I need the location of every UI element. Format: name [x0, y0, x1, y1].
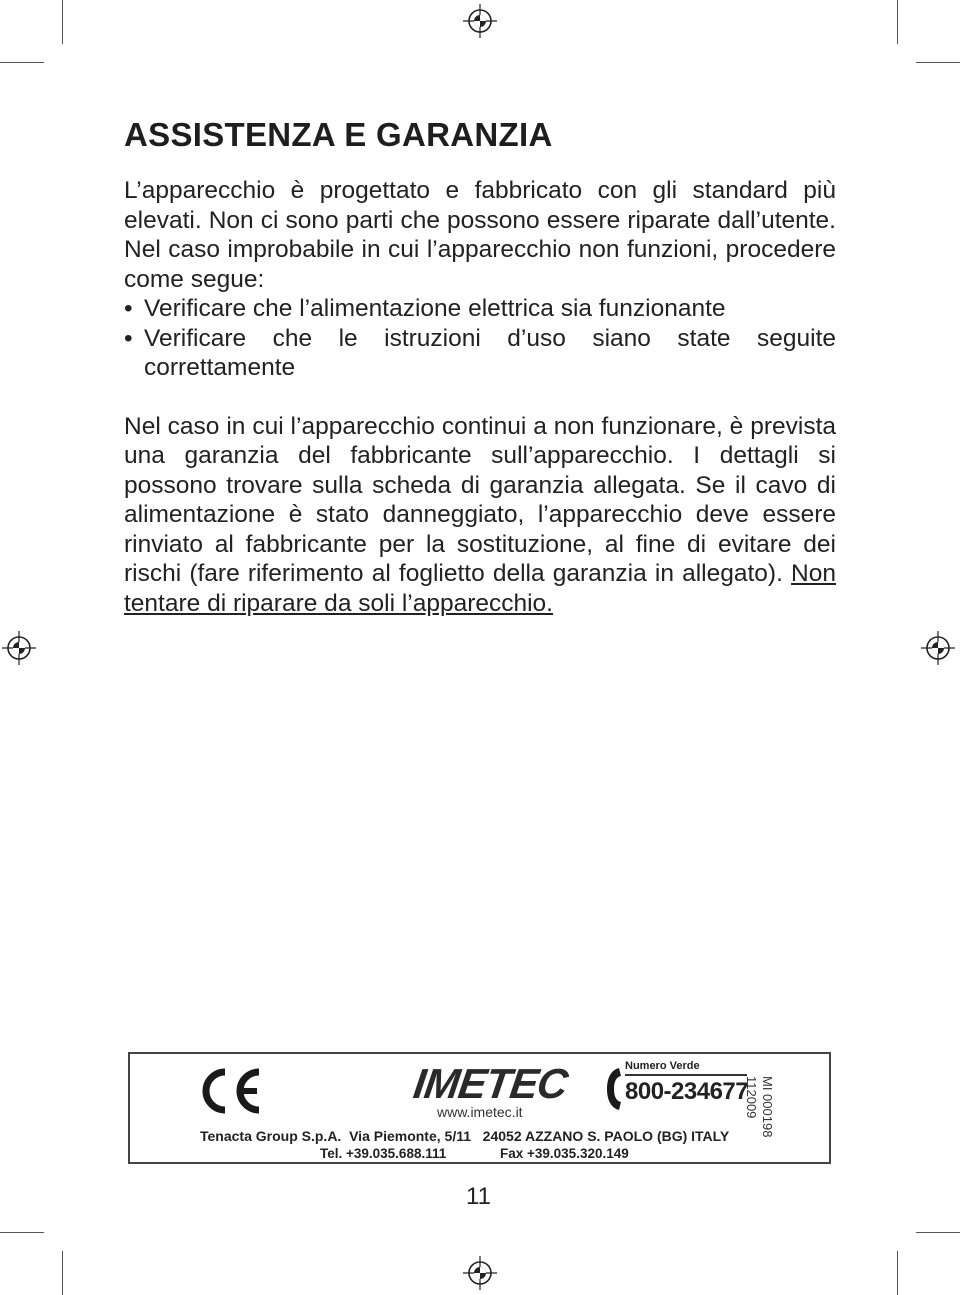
- list-item: [124, 324, 836, 383]
- crop-mark-icon: [916, 1232, 960, 1233]
- manufacturer-footer: [128, 1052, 831, 1164]
- telephone: Tel. +39.035.688.111: [320, 1146, 447, 1161]
- list-item-text: Verificare che l’alimentazione elettrica sia funzionante: [144, 295, 726, 322]
- checklist: [124, 294, 836, 383]
- crop-mark-icon: [0, 1232, 44, 1233]
- registration-mark-icon: [463, 1256, 497, 1290]
- phone-icon: [605, 1066, 623, 1112]
- ce-mark-icon: [198, 1066, 264, 1116]
- numero-verde-number: 800-234677: [625, 1078, 749, 1105]
- page-number: 11: [466, 1183, 491, 1210]
- warranty-paragraph: [124, 412, 836, 619]
- registration-mark-icon: [463, 4, 497, 38]
- crop-mark-icon: [62, 1251, 63, 1295]
- crop-mark-icon: [897, 1251, 898, 1295]
- company-address: Tenacta Group S.p.A. Via Piemonte, 5/11 24052 AZZANO S. PAOLO (BG) ITALY: [200, 1128, 730, 1144]
- registration-mark-icon: [2, 631, 36, 665]
- crop-mark-icon: [0, 62, 44, 63]
- crop-mark-icon: [62, 0, 63, 44]
- numero-verde-label: Numero Verde: [625, 1060, 700, 1072]
- crop-mark-icon: [897, 0, 898, 44]
- website-link[interactable]: www.imetec.it: [437, 1104, 523, 1120]
- page-title: ASSISTENZA E GARANZIA: [124, 116, 553, 153]
- list-item-text: Verificare che le istruzioni d’uso siano state seguite correttamente: [144, 324, 836, 381]
- warranty-text: Nel caso in cui l’apparecchio continui a non funzionare, è prevista una garanzia del fabbricante sull’apparecchio. I dettagli si possono trovare sulla scheda di garanzia allegata. Se il cavo di alimentazione è stato danneggiato, l’apparecchio deve essere rinviato al fabbricante per la sostituzione, al fine di evitare dei rischi (fare riferimento al foglietto della garanzia in allegato).: [124, 412, 836, 587]
- fax: Fax +39.035.320.149: [500, 1146, 629, 1161]
- document-code-line1: MI 000198: [760, 1076, 775, 1138]
- bullet-icon: •: [124, 295, 133, 322]
- document-code-line2: 112009: [744, 1076, 759, 1119]
- bullet-icon: •: [124, 324, 133, 352]
- divider: [625, 1074, 747, 1076]
- repair-warning: Non tentare di riparare da soli l’apparecchio.: [124, 560, 836, 617]
- document-code: [743, 1076, 775, 1176]
- crop-mark-icon: [916, 62, 960, 63]
- list-item: [124, 294, 836, 324]
- registration-mark-icon: [921, 631, 955, 665]
- brand-logo: IMETEC: [410, 1060, 571, 1107]
- main-content: [124, 116, 836, 618]
- intro-paragraph: L’apparecchio è progettato e fabbricato con gli standard più elevati. Non ci sono parti che possono essere riparate dall’utente. Nel caso improbabile in cui l’apparecchio non funzioni, procedere come segue:: [124, 177, 836, 293]
